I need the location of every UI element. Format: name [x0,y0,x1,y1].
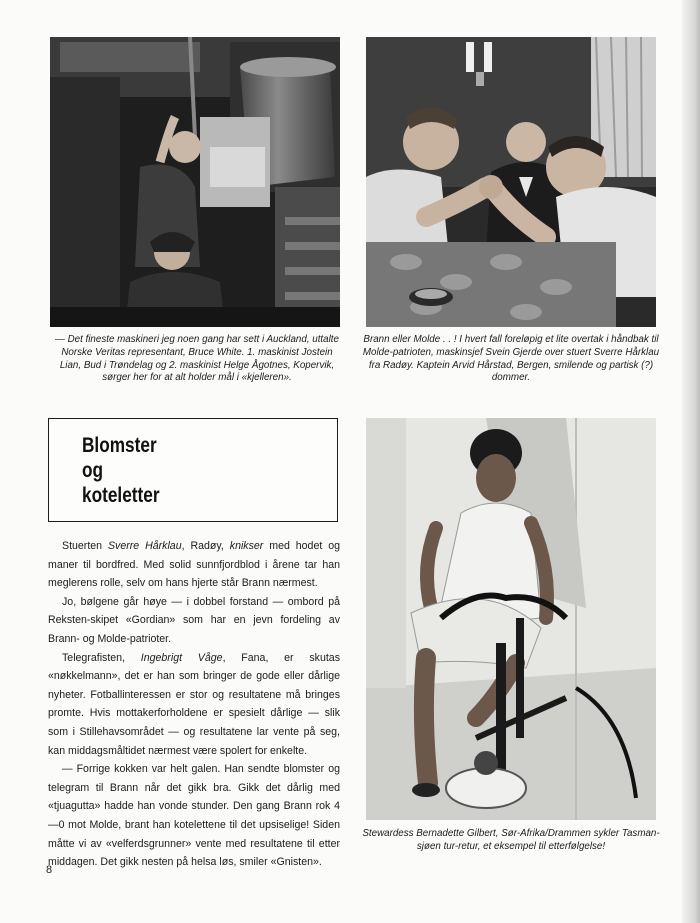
paragraph-3: Telegrafisten, Ingebrigt Våge, Fana, er skutas «nøkkelmann», det er han som bringer de gode eller dårlige nyheter. Fotballinteressen er stor og resultatene må bringes promte. Hvis mottakerforholdene er spesielt dårlige — slik som i Stillehavsområdet — og resultatene lar vente på seg, kan middagsmåltidet nærmest være spolert for enkelte. [48,651,340,757]
engine-room-photo [50,37,340,327]
headline-line-3: koteletter [82,484,160,507]
arm-wrestling-photo [366,37,656,327]
article-headline [82,433,160,508]
headline-line-2: og [82,459,104,482]
paragraph-2: Jo, bølgene går høye — i dobbel forstand — ombord på Reksten-skipet «Gordian» som har en jevn fordeling av Brann- og Molde-patrioter. [48,595,340,645]
engine-room-caption: — Det fineste maskineri jeg noen gang har sett i Auckland, uttalte Norske Veritas representant, Bruce White. 1. maskinist Jostein Lian, Bud i Trøndelag og 2. maskinist Helge Ågotnes, Kopervik, sørger her for at alt holder mål i «kjelleren». [55,334,339,384]
stewardess-caption: Stewardess Bernadette Gilbert, Sør-Afrika/Drammen sykler Tasman-sjøen tur-retur, et eksempel til etterfølgelse! [362,828,660,852]
paragraph-1: Stuerten Sverre Hårklau, Radøy, knikser med hodet og maner til bordfred. Med solid sunnfjordblod i årene tar han meglerens rolle, selv om hans hjerte står Brann nærmest. [48,540,340,590]
headline-line-1: Blomster [82,434,157,457]
stewardess-bike-photo [366,418,656,820]
article-body [48,537,340,872]
arm-wrestling-caption: Brann eller Molde . . ! I hvert fall foreløpig et lite overtak i håndbak til Molde-patrioten, maskinsjef Svein Gjerde over stuert Sverre Hårklau fra Radøy. Kaptein Arvid Hårstad, Bergen, smilende og partisk (?) dommer. [362,334,660,384]
paragraph-4: — Forrige kokken var helt galen. Han sendte blomster og telegram til Brann når det gikk bra. Gikk det dårlig med «tjuagutta» hadde han vonde stunder. Den gang Brann rok 4—0 mot Molde, brant han kotelettene til det upsiselige! Siden måtte vi av «velferdsgrunner» vente med resultatene til etter middagen. Det gikk nesten på helsa løs, smiler «Gnisten». [48,763,340,869]
page-number: 8 [46,864,53,876]
page-edge [682,0,700,923]
headline-box [48,418,338,522]
